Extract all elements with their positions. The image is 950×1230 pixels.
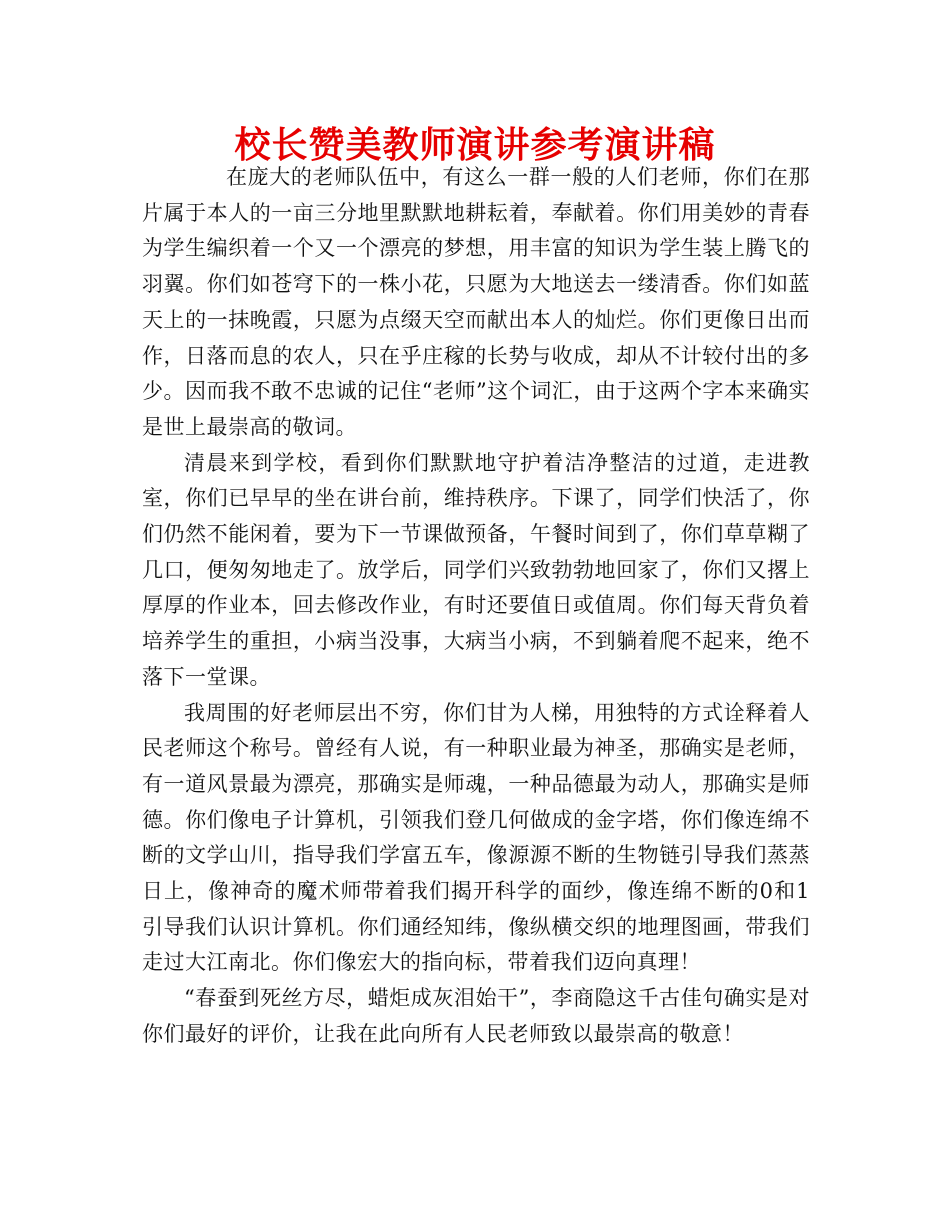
paragraph-4: “春蚕到死丝方尽，蜡炬成灰泪始干”，李商隐这千古佳句确实是对你们最好的评价，让我在此向所有人民老师致以最崇高的敬意！ [142,986,810,1046]
paragraph-3: 我周围的好老师层出不穷，你们甘为人梯，用独特的方式诠释着人民老师这个称号。曾经有人说，有一种职业最为神圣，那确实是老师，有一道风景最为漂亮，那确实是师魂，一种品德最为动人，那确实是师德。你们像电子计算机，引领我们登几何做成的金字塔，你们像连绵不断的文学山川，指导我们学富五车，像源源不断的生物链引导我们蒸蒸日上，像神奇的魔术师带着我们揭开科学的面纱，像连绵不断的0和1引导我们认识计算机。你们通经知纬，像纵横交织的地理图画，带我们走过大江南北。你们像宏大的指向标，带着我们迈向真理！ [142,700,810,975]
document-body [142,160,810,1053]
paragraph-1: 在庞大的老师队伍中，有这么一群一般的人们老师，你们在那片属于本人的一亩三分地里默默地耕耘着，奉献着。你们用美妙的青春为学生编织着一个又一个漂亮的梦想，用丰富的知识为学生装上腾飞的羽翼。你们如苍穹下的一株小花，只愿为大地送去一缕清香。你们如蓝天上的一抹晚霞，只愿为点缀天空而献出本人的灿烂。你们更像日出而作，日落而息的农人，只在乎庄稼的长势与收成，却从不计较付出的多少。因而我不敢不忠诚的记住“老师”这个词汇，由于这两个字本来确实是世上最崇高的敬词。 [142,165,810,439]
document-title: 校长赞美教师演讲参考演讲稿 [234,124,716,166]
paragraph-2: 清晨来到学校，看到你们默默地守护着洁净整洁的过道，走进教室，你们已早早的坐在讲台前，维持秩序。下课了，同学们快活了，你们仍然不能闲着，要为下一节课做预备，午餐时间到了，你们草草糊了几口，便匆匆地走了。放学后，同学们兴致勃勃地回家了，你们又撂上厚厚的作业本，回去修改作业，有时还要值日或值周。你们每天背负着培养学生的重担，小病当没事，大病当小病，不到躺着爬不起来，绝不落下一堂课。 [142,450,810,689]
